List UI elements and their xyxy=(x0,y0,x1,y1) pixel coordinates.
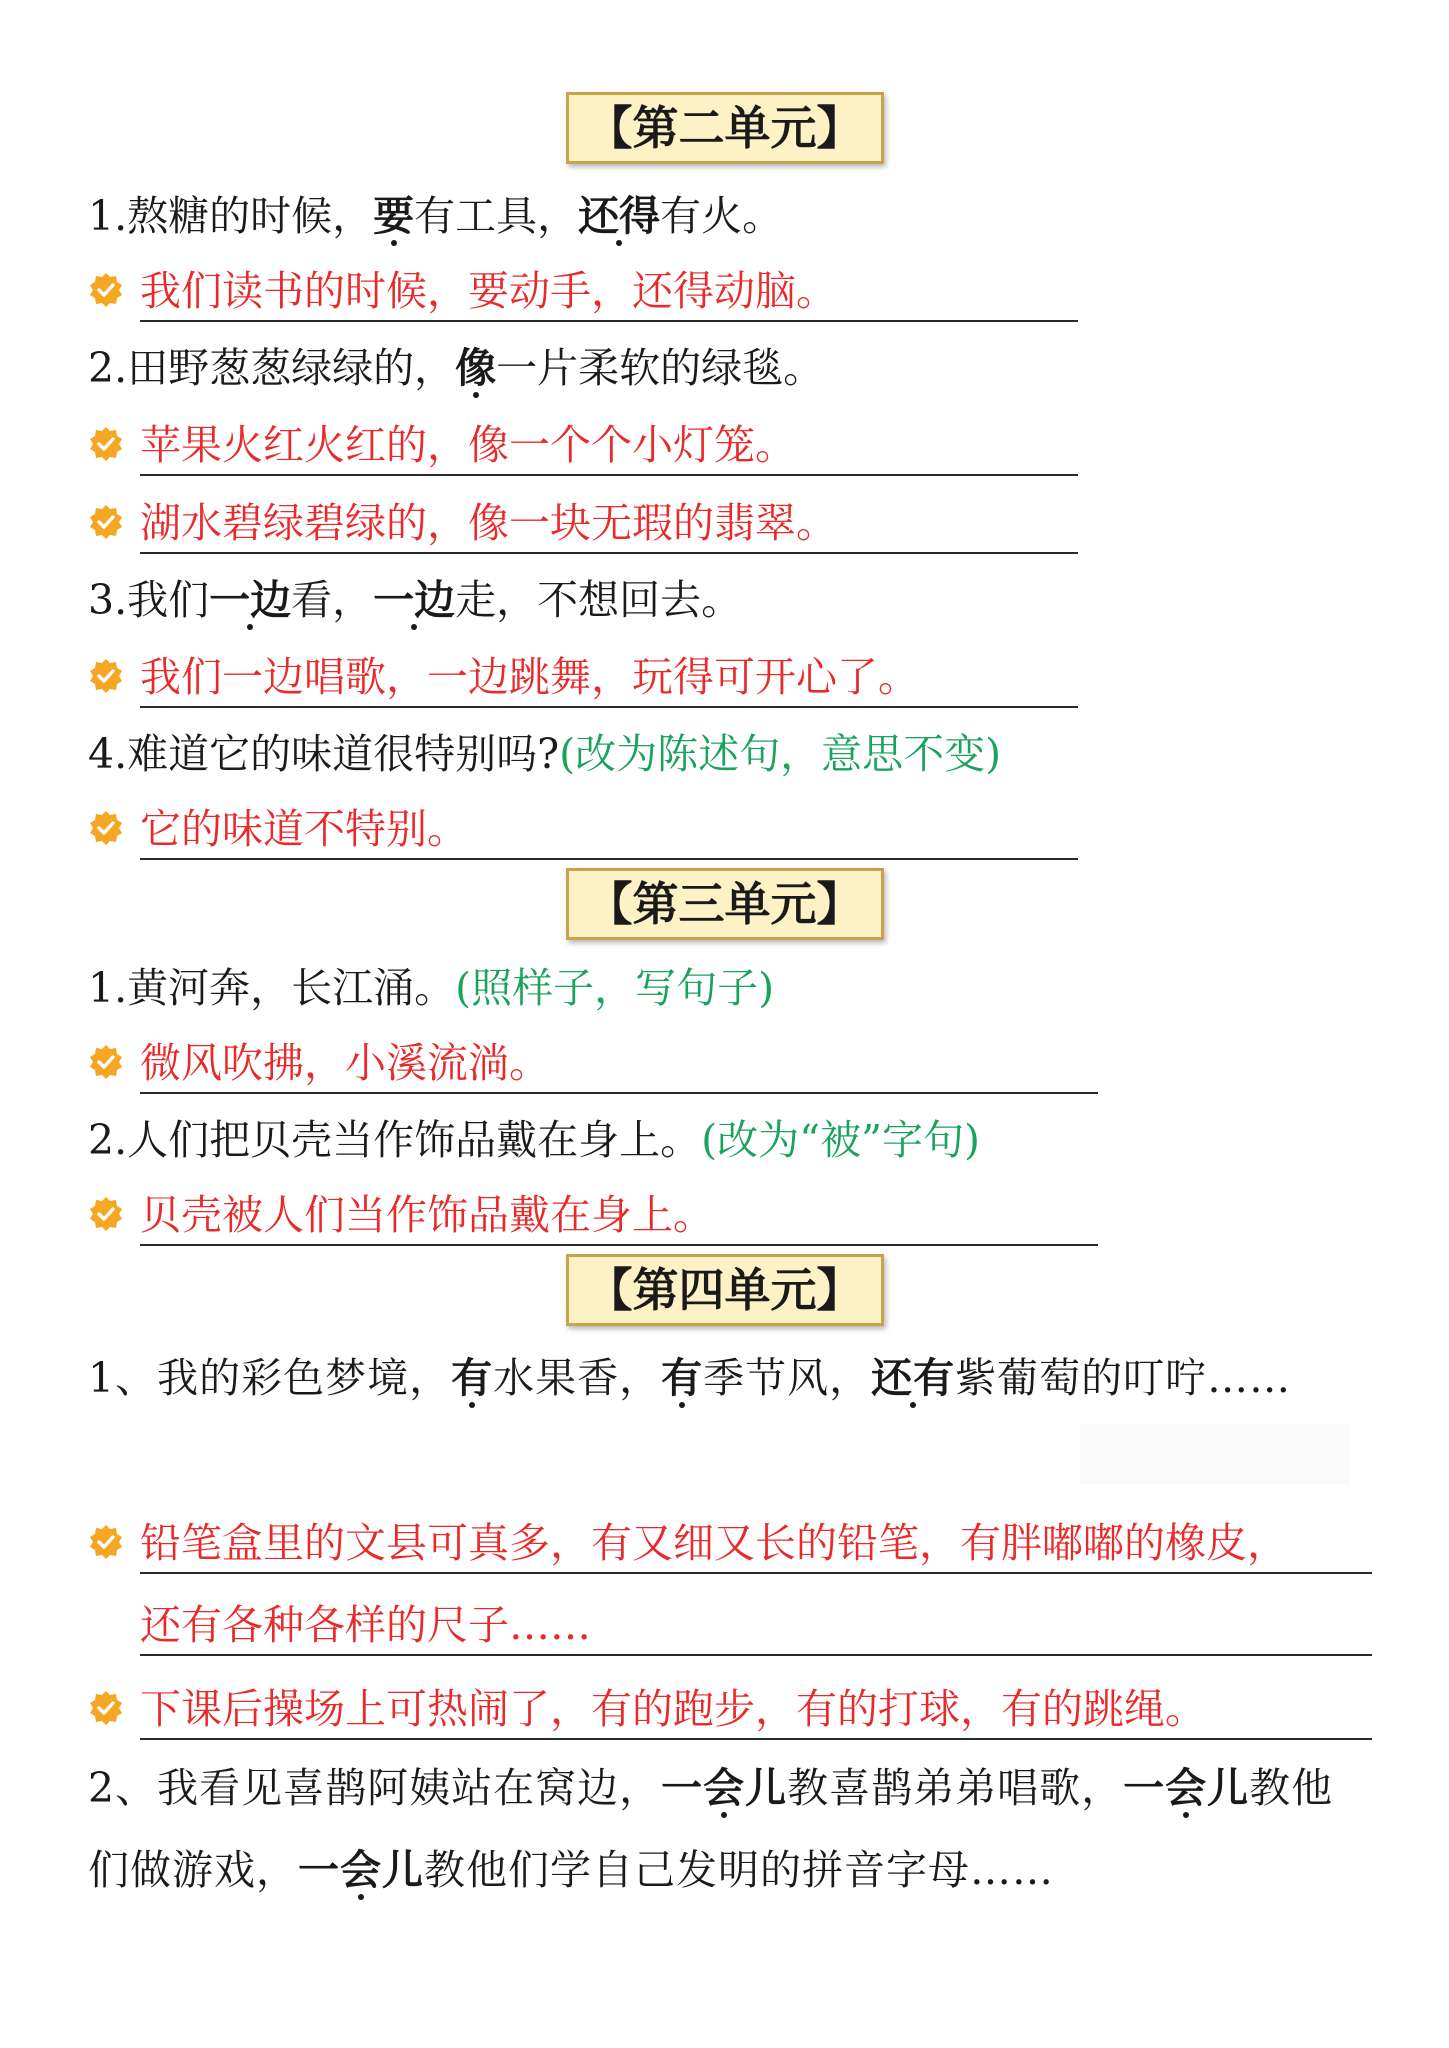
unit4-question-2-line-2: 们做游戏，一会儿教他们学自己发明的拼音字母…… xyxy=(88,1846,1054,1894)
orange-badge-icon xyxy=(88,658,124,694)
answer-underline xyxy=(140,1738,1372,1740)
unit3-question-1: 1.黄河奔，长江涌。(照样子，写句子) xyxy=(88,964,775,1012)
unit2-question-4: 4.难道它的味道很特别吗?(改为陈述句，意思不变) xyxy=(88,730,1002,778)
unit2-question-2: 2.田野葱葱绿绿的，像一片柔软的绿毯。 xyxy=(88,344,825,392)
orange-badge-icon xyxy=(88,272,124,308)
orange-badge-icon xyxy=(88,1196,124,1232)
orange-badge-icon xyxy=(88,504,124,540)
unit4-question-1: 1、我的彩色梦境，有水果香，有季节风，还有紫葡萄的叮咛…… xyxy=(88,1354,1292,1402)
orange-badge-icon xyxy=(88,1690,124,1726)
faint-smudge xyxy=(1080,1424,1350,1484)
answer-underline xyxy=(140,1244,1098,1246)
orange-badge-icon xyxy=(88,810,124,846)
unit2-question-3: 3.我们一边看，一边走，不想回去。 xyxy=(88,576,743,624)
unit2-question-1: 1.熬糖的时候，要有工具，还得有火。 xyxy=(88,192,784,240)
answer-underline xyxy=(140,1654,1372,1656)
unit3-heading: 【第三单元】 xyxy=(566,868,884,940)
unit3-question-2: 2.人们把贝壳当作饰品戴在身上。(改为“被”字句) xyxy=(88,1116,981,1164)
unit4-heading: 【第四单元】 xyxy=(566,1254,884,1326)
answer-underline xyxy=(140,706,1078,708)
answer-underline xyxy=(140,1572,1372,1574)
answer-underline xyxy=(140,552,1078,554)
answer-underline xyxy=(140,320,1078,322)
answer-underline xyxy=(140,858,1078,860)
orange-badge-icon xyxy=(88,426,124,462)
orange-badge-icon xyxy=(88,1524,124,1560)
answer-underline xyxy=(140,1092,1098,1094)
unit4-answer-1-continued: 还有各种各样的尺子…… xyxy=(140,1601,591,1649)
orange-badge-icon xyxy=(88,1044,124,1080)
unit4-question-2-line-1: 2、我看见喜鹊阿姨站在窝边，一会儿教喜鹊弟弟唱歌，一会儿教他 xyxy=(88,1764,1334,1812)
answer-underline xyxy=(140,474,1078,476)
unit2-heading: 【第二单元】 xyxy=(566,92,884,164)
